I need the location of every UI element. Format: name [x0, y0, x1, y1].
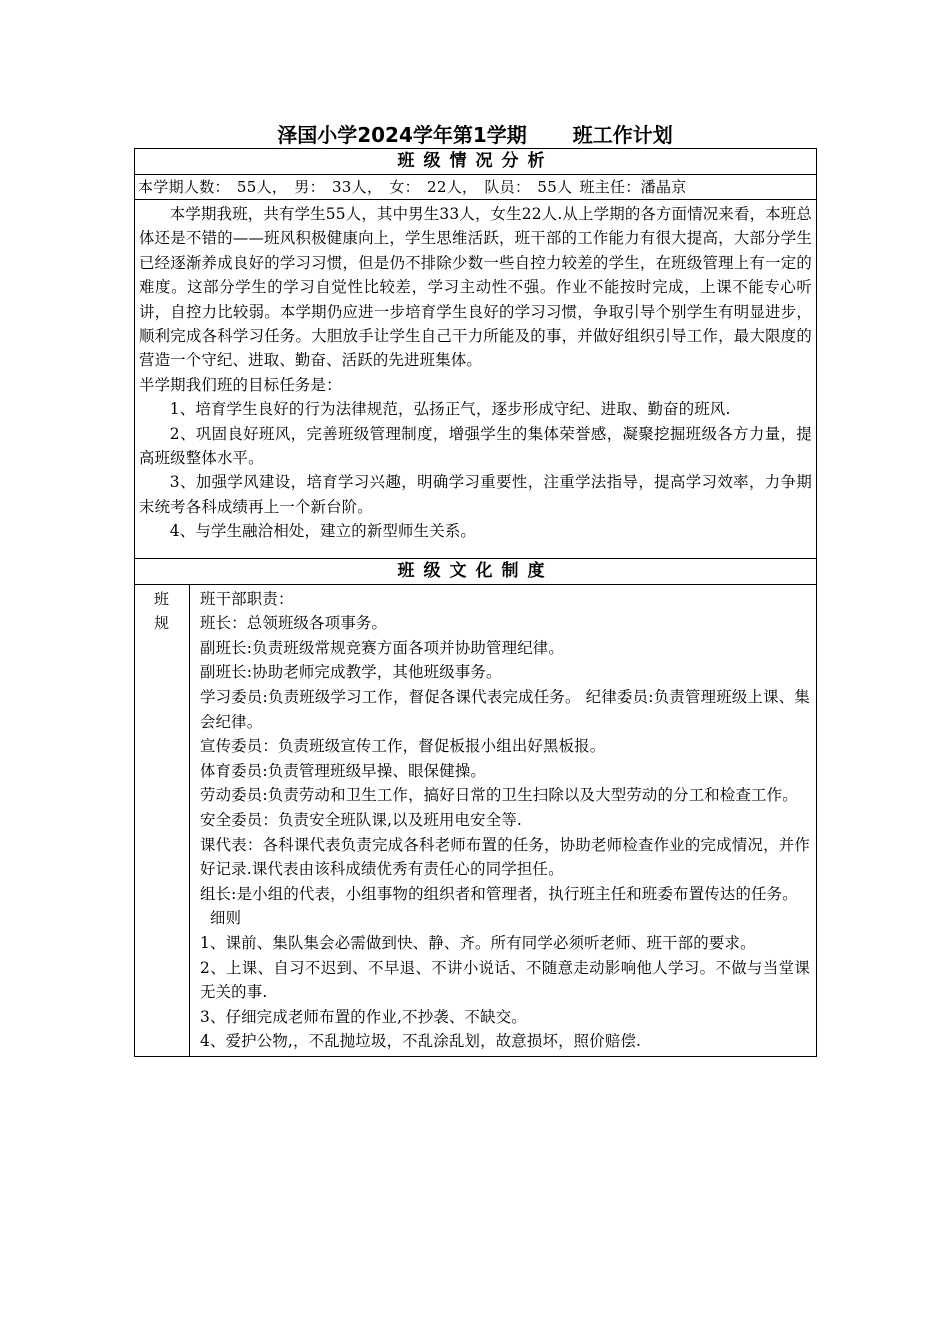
- male-value: 33人，: [331, 178, 383, 196]
- title-school-term: 泽国小学2024学年第1学期: [277, 123, 527, 147]
- goal-item: 4、与学生融洽相处，建立的新型师生关系。: [169, 522, 477, 541]
- rule-line: 4、爱护公物,，不乱抛垃圾，不乱涂乱划，故意损坏，照价赔偿.: [200, 1032, 642, 1051]
- goal-item: 2、巩固良好班风，完善班级管理制度，增强学生的集体荣誉感，凝聚挖掘班级各方力量，提高班级整体水平。: [139, 424, 812, 468]
- rule-line: 安全委员：负责安全班队课,以及班用电安全等.: [200, 811, 522, 830]
- rule-line: 3、仔细完成老师布置的作业,不抄袭、不缺交。: [200, 1007, 527, 1026]
- class-info-row: [135, 175, 817, 200]
- rule-line: 劳动委员:负责劳动和卫生工作，搞好日常的卫生扫除以及大型劳动的分工和检查工作。: [200, 786, 798, 805]
- rule-line: 2、上课、自习不迟到、不早退、不讲小说话、不随意走动影响他人学习。不做与当堂课无关的事.: [200, 958, 810, 1002]
- goal-item: 1、培育学生良好的行为法律规范，弘扬正气，逐步形成守纪、进取、勤奋的班风.: [169, 400, 731, 419]
- rule-line: 班干部职责：: [200, 589, 294, 608]
- rules-details-heading: 细则: [210, 909, 242, 928]
- members-label: 队员：: [484, 178, 531, 196]
- rule-line: 1、课前、集队集会必需做到快、静、齐。所有同学必须听老师、班干部的要求。: [200, 934, 756, 952]
- plan-table: [134, 148, 817, 1057]
- rule-line: 宣传委员：负责班级宣传工作，督促板报小组出好黑板报。: [200, 737, 606, 756]
- rules-label: [135, 584, 190, 1056]
- rule-line: 组长:是小组的代表，小组事物的组织者和管理者，执行班主任和班委布置传达的任务。: [200, 884, 798, 903]
- goals-intro: 半学期我们班的目标任务是：: [139, 375, 342, 394]
- rule-line: 体育委员:负责管理班级早操、眼保健操。: [200, 761, 487, 780]
- female-value: 22人，: [427, 178, 478, 196]
- analysis-paragraph: 本学期我班，共有学生55人，其中男生33人，女生22人.从上学期的各方面情况来看，本班总体还是不错的——班风积极健康向上，学生思维活跃，班干部的工作能力有很大提高，大部分学生已经逐渐养成良好的学习习惯，但是仍不排除少数一些自控力较差的学生，在班级管理上有一定的难度。这部分学生的学习自觉性比较差，学习主动性不强。作业不能按时完成，上课不能专心听讲，自控力比较弱。本学期仍应进一步培育学生良好的学习习惯，争取引导个别学生有明显进步，顺利完成各科学习任务。大胆放手让学生自己干力所能及的事，并做好组织引导工作，最大限度的营造一个守纪、进取、勤奋、活跃的先进班集体。: [139, 205, 812, 370]
- section-heading-analysis: 班级情况分析: [135, 149, 817, 175]
- section-heading-culture: 班级文化制度: [135, 558, 817, 584]
- rule-line: 班长：总领班级各项事务。: [200, 614, 388, 633]
- goal-item: 3、加强学风建设，培育学习兴趣，明确学习重要性，注重学法指导，提高学习效率，力争期末统考各科成绩再上一个新台阶。: [139, 473, 812, 516]
- rules-content: [190, 584, 817, 1056]
- rule-line: 副班长:负责班级常规竞赛方面各项并协助管理纪律。: [200, 638, 564, 657]
- students-label: 本学期人数：: [138, 178, 230, 196]
- members-value: 55人: [537, 178, 573, 196]
- students-value: 55人，: [236, 178, 288, 196]
- teacher-label: 班主任：: [579, 178, 641, 196]
- rules-label-text: 班规: [153, 589, 170, 633]
- rule-line: 学习委员:负责班级学习工作，督促各课代表完成任务。 纪律委员:负责管理班级上课、集会纪律。: [200, 688, 810, 731]
- document-title: [134, 121, 816, 149]
- title-plan: 班工作计划: [572, 123, 673, 147]
- rule-line: 副班长:协助老师完成教学，其他班级事务。: [200, 663, 502, 682]
- male-label: 男：: [294, 178, 325, 196]
- rule-line: 课代表：各科课代表负责完成各科老师布置的任务，协助老师检查作业的完成情况，并作好记录.课代表由该科成绩优秀有责任心的同学担任。: [200, 835, 810, 879]
- female-label: 女：: [389, 178, 420, 196]
- teacher-value: 潘晶京: [640, 178, 687, 196]
- analysis-text: [135, 200, 817, 559]
